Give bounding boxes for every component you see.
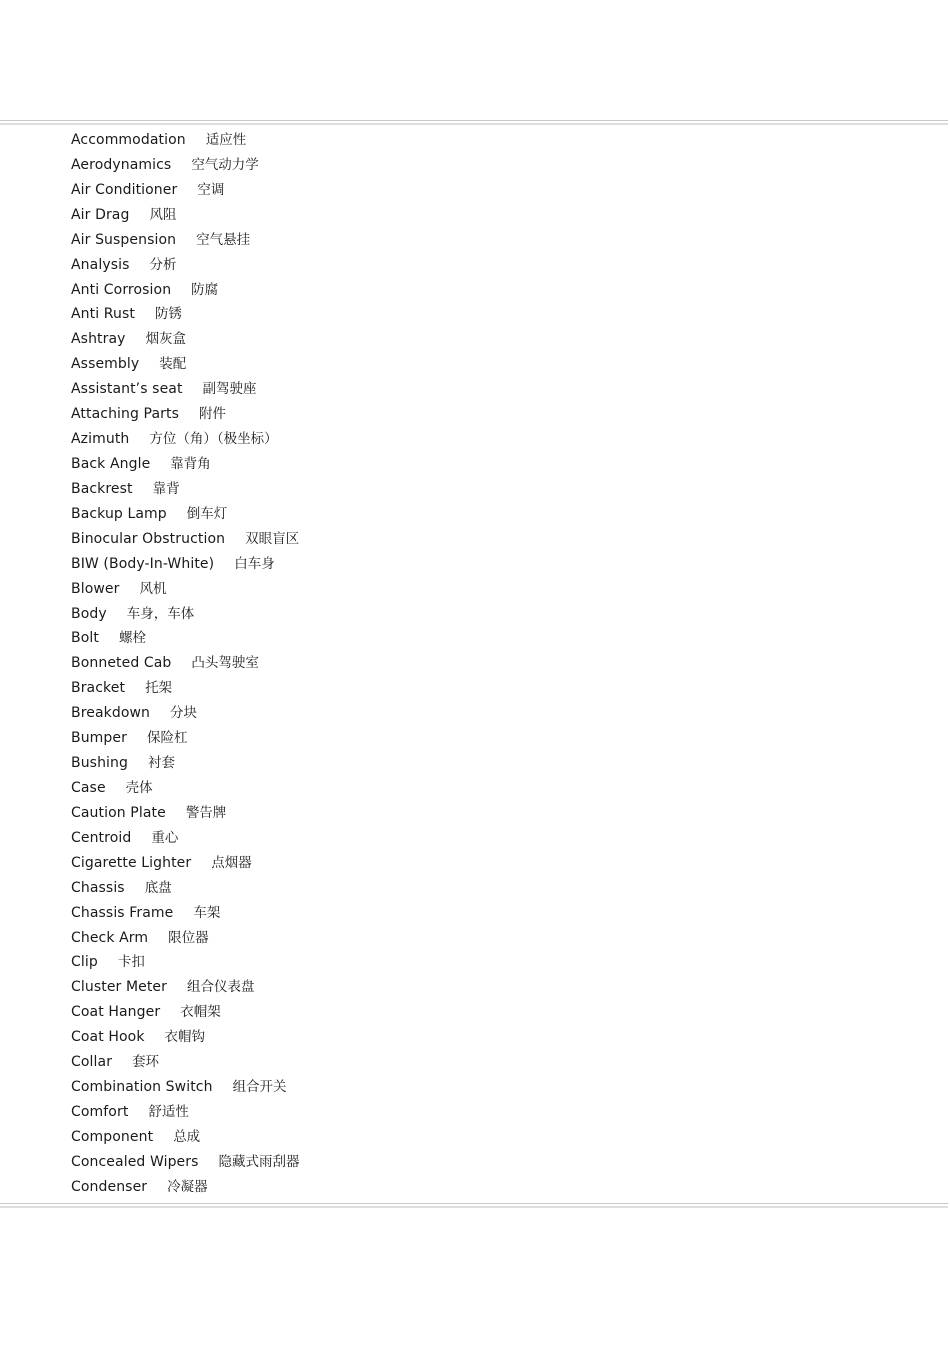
term-chinese: 空调 — [197, 181, 225, 198]
term-english: Comfort — [71, 1103, 129, 1120]
glossary-entry — [71, 826, 300, 851]
term-chinese: 烟灰盒 — [145, 331, 187, 348]
glossary-entry — [71, 676, 300, 701]
term-english: Cigarette Lighter — [71, 854, 192, 871]
term-english: Attaching Parts — [71, 406, 179, 423]
term-chinese: 分块 — [170, 705, 198, 722]
term-chinese: 重心 — [151, 829, 179, 846]
glossary-entry — [71, 1125, 300, 1150]
glossary-entry — [71, 527, 300, 552]
glossary-entry — [71, 278, 300, 303]
glossary-entry — [71, 552, 300, 577]
top-divider — [0, 120, 948, 121]
glossary-entry — [71, 876, 300, 901]
term-english: Cluster Meter — [71, 979, 167, 996]
bottom-divider-shadow — [0, 1206, 948, 1208]
term-chinese: 底盘 — [144, 879, 172, 896]
term-english: Condenser — [71, 1178, 148, 1195]
term-chinese: 空气动力学 — [191, 156, 259, 173]
term-chinese: 凸头驾驶室 — [191, 655, 259, 672]
glossary-entry — [71, 1150, 300, 1175]
term-english: Centroid — [71, 829, 132, 846]
term-chinese: 车身，车体 — [126, 605, 195, 622]
glossary-entry — [71, 1050, 300, 1075]
term-english: Assembly — [71, 356, 140, 373]
term-english: Concealed Wipers — [71, 1153, 199, 1170]
glossary-entry — [71, 477, 300, 502]
term-english: Breakdown — [71, 705, 151, 722]
term-chinese: 车架 — [193, 904, 221, 921]
term-chinese: 副驾驶座 — [202, 381, 257, 398]
term-chinese: 保险杠 — [146, 730, 188, 747]
term-english: Blower — [71, 580, 120, 597]
bottom-divider — [0, 1203, 948, 1204]
term-chinese: 风阻 — [149, 206, 177, 223]
term-chinese: 方位（角）（极坐标） — [149, 431, 278, 448]
term-english: Collar — [71, 1054, 113, 1071]
glossary-list — [71, 128, 300, 1200]
term-english: Bracket — [71, 680, 126, 697]
glossary-entry — [71, 1100, 300, 1125]
glossary-entry — [71, 801, 300, 826]
term-english: Bumper — [71, 730, 127, 747]
term-chinese: 总成 — [173, 1128, 201, 1145]
glossary-entry — [71, 327, 300, 352]
term-chinese: 装配 — [159, 356, 187, 373]
term-english: Bushing — [71, 755, 128, 772]
term-chinese: 空气悬挂 — [196, 231, 251, 248]
glossary-entry — [71, 701, 300, 726]
glossary-entry — [71, 402, 300, 427]
term-english: Analysis — [71, 256, 130, 273]
glossary-entry — [71, 153, 300, 178]
term-chinese: 冷凝器 — [167, 1178, 208, 1195]
glossary-entry — [71, 427, 300, 452]
term-chinese: 衬套 — [148, 755, 175, 772]
term-english: Coat Hanger — [71, 1004, 161, 1021]
term-english: Chassis Frame — [71, 904, 174, 921]
glossary-entry — [71, 751, 300, 776]
term-english: Clip — [71, 954, 98, 971]
term-english: Accommodation — [71, 132, 186, 148]
glossary-entry — [71, 1075, 300, 1100]
term-chinese: 点烟器 — [211, 854, 252, 871]
glossary-entry — [71, 1175, 300, 1200]
term-english: Azimuth — [71, 431, 130, 448]
term-chinese: 衣帽钩 — [164, 1029, 206, 1046]
term-english: Binocular Obstruction — [71, 530, 226, 547]
term-chinese: 隐藏式雨刮器 — [218, 1153, 300, 1170]
term-english: Case — [71, 779, 106, 796]
term-english: Chassis — [71, 879, 125, 896]
glossary-entry — [71, 178, 300, 203]
term-chinese: 套环 — [132, 1054, 160, 1071]
term-chinese: 衣帽架 — [180, 1004, 221, 1021]
glossary-entry — [71, 726, 300, 751]
term-english: Backrest — [71, 480, 133, 497]
term-english: Caution Plate — [71, 804, 166, 821]
term-chinese: 白车身 — [234, 555, 275, 572]
term-chinese: 靠背 — [152, 480, 180, 497]
glossary-entry — [71, 577, 300, 602]
glossary-entry — [71, 128, 300, 153]
term-english: Check Arm — [71, 929, 149, 946]
term-chinese: 卡扣 — [117, 954, 145, 971]
glossary-entry — [71, 203, 300, 228]
term-chinese: 舒适性 — [148, 1103, 189, 1120]
glossary-entry — [71, 776, 300, 801]
term-english: Anti Corrosion — [71, 281, 172, 298]
term-english: Air Drag — [71, 206, 130, 223]
term-english: Air Conditioner — [71, 181, 178, 198]
term-chinese: 适应性 — [205, 132, 247, 148]
glossary-entry — [71, 228, 300, 253]
term-english: Coat Hook — [71, 1029, 145, 1046]
term-english: Bolt — [71, 630, 99, 647]
glossary-entry — [71, 651, 300, 676]
term-english: Back Angle — [71, 455, 151, 472]
term-chinese: 组合仪表盘 — [187, 979, 255, 996]
term-english: Air Suspension — [71, 231, 177, 248]
term-chinese: 靠背角 — [170, 455, 211, 472]
term-english: Ashtray — [71, 331, 126, 348]
term-chinese: 托架 — [145, 680, 173, 697]
glossary-entry — [71, 377, 300, 402]
term-english: Component — [71, 1128, 154, 1145]
glossary-entry — [71, 1000, 300, 1025]
term-chinese: 倒车灯 — [186, 505, 228, 522]
term-chinese: 限位器 — [168, 929, 209, 946]
glossary-entry — [71, 950, 300, 975]
term-chinese: 风机 — [139, 580, 167, 597]
term-english: BIW (Body-In-White) — [71, 555, 215, 572]
term-chinese: 组合开关 — [232, 1079, 287, 1096]
term-chinese: 螺栓 — [118, 630, 146, 647]
glossary-entry — [71, 901, 300, 926]
term-english: Aerodynamics — [71, 156, 172, 173]
term-chinese: 分析 — [149, 256, 177, 273]
glossary-entry — [71, 502, 300, 527]
term-chinese: 防锈 — [154, 306, 182, 323]
glossary-entry — [71, 975, 300, 1000]
term-english: Anti Rust — [71, 306, 135, 323]
glossary-entry — [71, 602, 300, 627]
term-chinese: 附件 — [199, 406, 226, 423]
glossary-entry — [71, 926, 300, 951]
term-english: Body — [71, 605, 107, 622]
term-chinese: 双眼盲区 — [245, 530, 300, 547]
glossary-entry — [71, 352, 300, 377]
term-english: Bonneted Cab — [71, 655, 172, 672]
term-chinese: 壳体 — [125, 779, 153, 796]
term-chinese: 警告牌 — [185, 804, 227, 821]
term-chinese: 防腐 — [191, 281, 219, 298]
glossary-entry — [71, 626, 300, 651]
top-divider-shadow — [0, 123, 948, 125]
glossary-entry — [71, 452, 300, 477]
term-english: Assistant’s seat — [71, 381, 183, 398]
glossary-entry — [71, 851, 300, 876]
glossary-entry — [71, 253, 300, 278]
term-english: Combination Switch — [71, 1079, 213, 1096]
term-english: Backup Lamp — [71, 505, 167, 522]
glossary-entry — [71, 302, 300, 327]
glossary-entry — [71, 1025, 300, 1050]
